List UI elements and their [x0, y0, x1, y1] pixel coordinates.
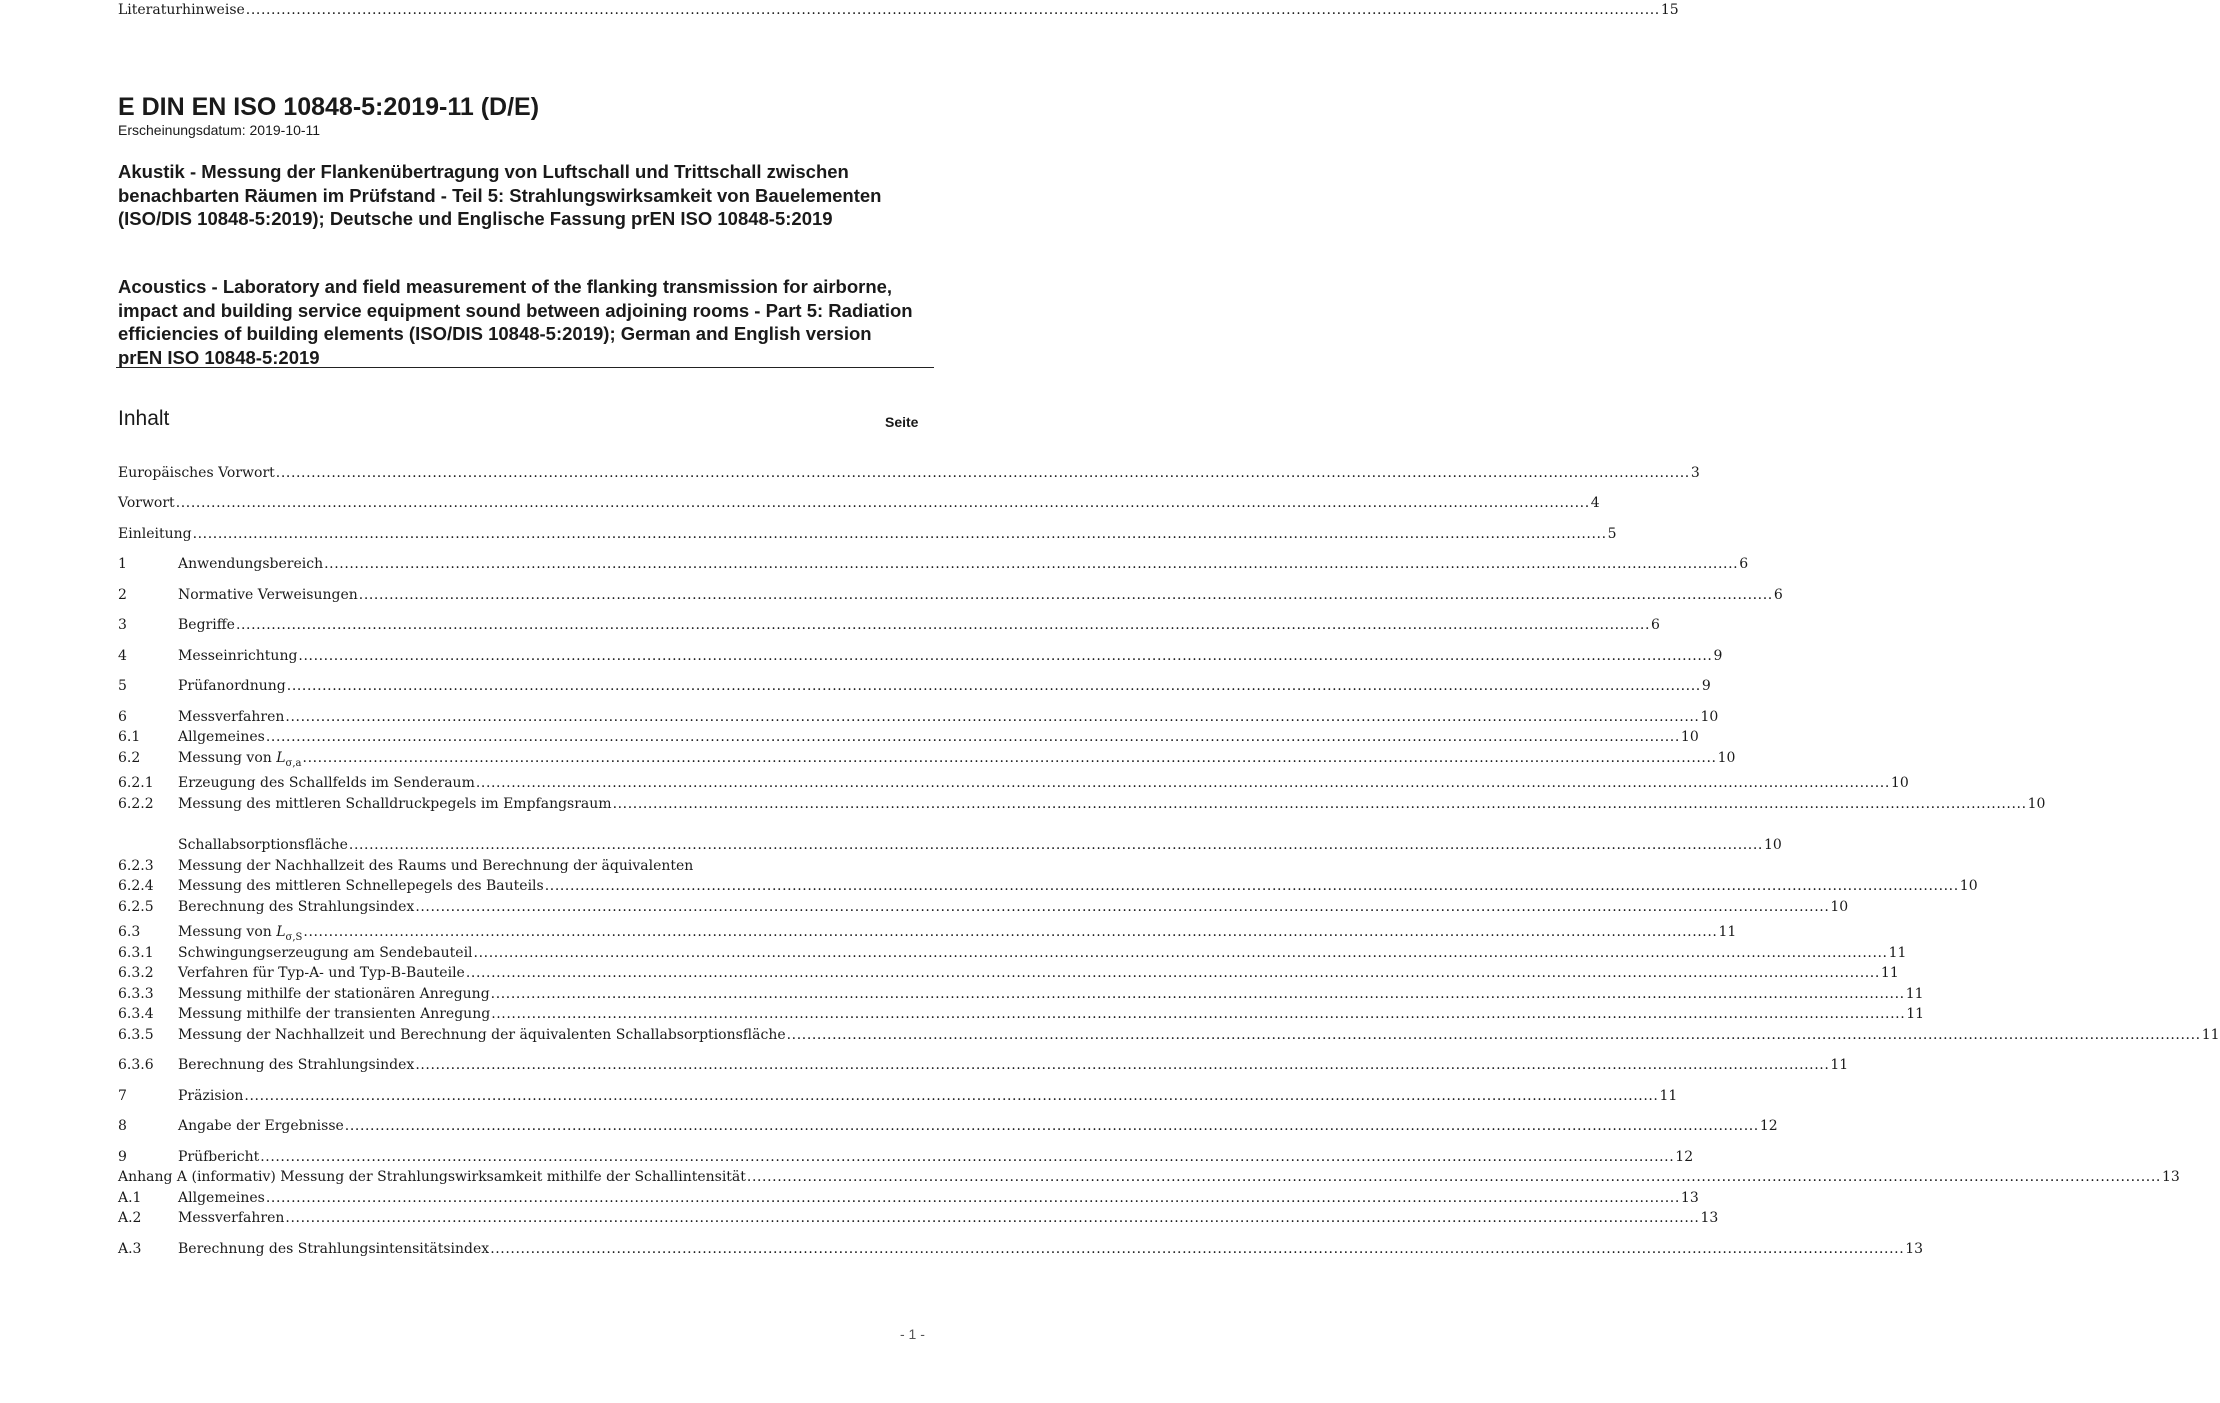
toc-entry-page: 10 — [1890, 775, 1909, 791]
toc-entry-title: Prüfbericht — [178, 1149, 260, 1165]
toc-entry-number: 6.2.2 — [118, 796, 154, 812]
title-divider — [116, 367, 934, 368]
toc-entry-page: 10 — [1959, 878, 1978, 894]
toc-entry-title: Einleitung — [118, 526, 192, 542]
toc-entry-page: 13 — [1680, 1190, 1699, 1206]
toc-entry-title: Messung mithilfe der stationären Anregung — [178, 986, 490, 1002]
toc-entry[interactable] — [118, 963, 1899, 983]
toc-entry-title: Allgemeines — [178, 729, 265, 745]
toc-entry-title-continuation: Schallabsorptionsfläche — [178, 837, 348, 853]
toc-entry-title: Anhang A (informativ) Messung der Strahlungswirksamkeit mithilfe der Schallintensität — [118, 1169, 746, 1185]
toc-leader-dots — [545, 876, 1959, 896]
toc-entry-number: 5 — [118, 678, 127, 694]
toc-entry-number: 6 — [118, 709, 127, 725]
toc-leader-dots — [324, 554, 1738, 574]
toc-leader-dots — [303, 748, 1717, 768]
toc-entry[interactable] — [118, 1004, 1925, 1024]
toc-entry-number: A.3 — [118, 1241, 142, 1257]
toc-entry-title: Allgemeines — [178, 1190, 265, 1206]
title-german: Akustik - Messung der Flankenübertragung von Luftschall und Trittschall zwischen benachbarten Räumen im Prüfstand - Teil 5: Strahlungswirksamkeit von Bauelementen (ISO/DIS 10848-5:2019); Deutsche und Englische Fassung prEN ISO 10848-5:2019 — [118, 161, 882, 229]
toc-entry-page: 15 — [1660, 2, 1679, 18]
toc-entry-number: 6.3.5 — [118, 1027, 154, 1043]
toc-entry-symbol: L — [276, 750, 286, 766]
toc-entry-page: 3 — [1690, 465, 1700, 481]
toc-leader-dots — [244, 1086, 1658, 1106]
toc-entry-number: 6.3.2 — [118, 965, 154, 981]
toc-entry-title: Anwendungsbereich — [178, 556, 324, 572]
toc-entry[interactable] — [118, 554, 1749, 574]
toc-entry[interactable] — [118, 794, 2046, 814]
publication-date: Erscheinungsdatum: 2019-10-11 — [118, 122, 321, 138]
toc-leader-dots — [415, 1055, 1829, 1075]
toc-entry-number: 6.2.5 — [118, 899, 154, 915]
toc-entry-page: 11 — [1888, 945, 1907, 961]
toc-entry-title: Berechnung des Strahlungsindex — [178, 899, 415, 915]
toc-entry-number: 4 — [118, 648, 127, 664]
toc-entry-page: 10 — [2027, 796, 2046, 812]
toc-entry-title: Präzision — [178, 1088, 244, 1104]
toc-entry-page: 6 — [1651, 617, 1660, 633]
toc-entry[interactable] — [118, 1055, 1849, 1075]
toc-entry-page: 9 — [1701, 678, 1711, 694]
toc-entry-subscript: σ,S — [285, 931, 303, 943]
toc-entry-number: 3 — [118, 617, 127, 633]
toc-entry-page: 6 — [1773, 587, 1783, 603]
toc-leader-dots — [246, 0, 1660, 20]
toc-entry-title: Messverfahren — [178, 709, 285, 725]
toc-entry-number: 1 — [118, 556, 127, 572]
toc-entry[interactable] — [118, 493, 1600, 513]
toc-entry-page: 11 — [1905, 986, 1924, 1002]
toc-entry-page: 13 — [1905, 1241, 1924, 1257]
toc-entry-number: 6.3.6 — [118, 1057, 154, 1073]
toc-entry[interactable] — [118, 748, 1736, 769]
toc-leader-dots — [176, 493, 1590, 513]
toc-entry[interactable] — [118, 876, 1978, 896]
toc-entry-number: A.2 — [118, 1210, 142, 1226]
toc-entry-number: 9 — [118, 1149, 127, 1165]
toc-leader-dots — [491, 984, 1905, 1004]
toc-entry[interactable] — [118, 1025, 2220, 1045]
toc-leader-dots — [285, 1208, 1699, 1228]
toc-entry-page: 11 — [2201, 1027, 2220, 1043]
toc-entry[interactable] — [118, 897, 1849, 917]
toc-entry[interactable] — [118, 615, 1660, 635]
toc-leader-dots — [359, 585, 1773, 605]
toc-page-column-label: Seite — [885, 414, 919, 430]
toc-entry-title: Messung von $L_{\sigma,a}$ — [178, 750, 302, 769]
toc-entry-number: 6.2.3 — [118, 858, 154, 874]
toc-entry-number: 6.2.4 — [118, 878, 154, 894]
toc-entry-number: 6.3.3 — [118, 986, 154, 1002]
toc-entry[interactable] — [118, 1208, 1719, 1228]
toc-entry[interactable] — [118, 1086, 1678, 1106]
toc-entry-page: 10 — [1717, 750, 1736, 766]
toc-entry-page: 12 — [1675, 1149, 1694, 1165]
toc-entry[interactable] — [118, 463, 1700, 483]
toc-entry-title: Messung der Nachhallzeit und Berechnung der äquivalenten Schallabsorptionsfläche — [178, 1027, 786, 1043]
toc-entry-continuation[interactable] — [118, 835, 1782, 855]
toc-entry-title: Prüfanordnung — [178, 678, 286, 694]
toc-entry[interactable] — [118, 1147, 1694, 1167]
toc-entry-title: Literaturhinweise — [118, 2, 245, 18]
toc-entry[interactable] — [118, 524, 1617, 544]
toc-leader-dots — [787, 1025, 2201, 1045]
toc-entry[interactable] — [118, 1116, 1778, 1136]
toc-entry-page: 10 — [1700, 709, 1719, 725]
toc-entry-title: Berechnung des Strahlungsindex — [178, 1057, 415, 1073]
document-id: E DIN EN ISO 10848-5:2019-11 (D/E) — [118, 93, 540, 121]
toc-leader-dots — [303, 922, 1717, 942]
toc-leader-dots — [287, 676, 1701, 696]
toc-entry-title: Messung von $L_{\sigma,S}$ — [178, 924, 303, 943]
toc-entry-title: Messung der Nachhallzeit des Raums und Berechnung der äquivalenten — [178, 858, 694, 874]
toc-entry[interactable] — [118, 585, 1783, 605]
title-english: Acoustics - Laboratory and field measurement of the flanking transmission for airborne, impact and building service equipment sound between adjoining rooms - Part 5: Radiation efficiencies of building elements (ISO/DIS 10848-5:2019); German and English version prEN ISO 10848-5:2019 — [118, 276, 913, 368]
toc-entry-title: Messverfahren — [178, 1210, 285, 1226]
toc-leader-dots — [474, 943, 1888, 963]
toc-entry[interactable] — [118, 0, 1679, 20]
toc-entry-title: Messung mithilfe der transienten Anregung — [178, 1006, 491, 1022]
toc-entry-page: 12 — [1759, 1118, 1778, 1134]
toc-entry-title: Europäisches Vorwort — [118, 465, 275, 481]
toc-entry-title: Vorwort — [118, 495, 175, 511]
toc-leader-dots — [747, 1167, 2161, 1187]
toc-entry-number: 6.3.1 — [118, 945, 154, 961]
toc-entry-page: 13 — [1700, 1210, 1719, 1226]
toc-entry-page: 10 — [1763, 837, 1782, 853]
toc-entry-title: Normative Verweisungen — [178, 587, 358, 603]
toc-entry-symbol: L — [276, 924, 286, 940]
toc-leader-dots — [415, 897, 1829, 917]
toc-leader-dots — [298, 646, 1712, 666]
toc-entry[interactable] — [118, 984, 1924, 1004]
toc-entry-page: 11 — [1830, 1057, 1849, 1073]
toc-entry-title: Angabe der Ergebnisse — [178, 1118, 344, 1134]
toc-entry-title: Messung des mittleren Schnellepegels des Bauteils — [178, 878, 544, 894]
toc-leader-dots — [266, 1188, 1680, 1208]
toc-entry[interactable] — [118, 943, 1907, 963]
toc-entry-title: Begriffe — [178, 617, 235, 633]
toc-entry-number: A.1 — [118, 1190, 142, 1206]
toc-entry-title: Berechnung des Strahlungsintensitätsindex — [178, 1241, 490, 1257]
toc-entry-title: Verfahren für Typ-A- und Typ-B-Bauteile — [178, 965, 465, 981]
toc-leader-dots — [260, 1147, 1674, 1167]
toc-entry[interactable] — [118, 727, 1699, 747]
toc-leader-dots — [466, 963, 1880, 983]
toc-entry-page: 11 — [1906, 1006, 1925, 1022]
toc-leader-dots — [349, 835, 1763, 855]
toc-entry-page: 11 — [1718, 924, 1737, 940]
toc-leader-dots — [491, 1004, 1905, 1024]
toc-entry-number: 6.2.1 — [118, 775, 154, 791]
toc-entry[interactable] — [118, 676, 1711, 696]
toc-entry-page: 6 — [1739, 556, 1749, 572]
toc-entry-number: 6.3 — [118, 924, 141, 940]
toc-entry[interactable] — [118, 1239, 1924, 1259]
toc-entry-page: 10 — [1680, 729, 1699, 745]
toc-leader-dots — [236, 615, 1650, 635]
toc-leader-dots — [613, 794, 2027, 814]
toc-entry-number: 8 — [118, 1118, 127, 1134]
toc-leader-dots — [266, 727, 1680, 747]
toc-entry-page: 5 — [1607, 526, 1617, 542]
toc-leader-dots — [490, 1239, 1904, 1259]
toc-entry-page: 13 — [2161, 1169, 2180, 1185]
toc-entry[interactable] — [118, 856, 930, 876]
toc-entry-page: 4 — [1590, 495, 1600, 511]
toc-entry[interactable] — [118, 646, 1723, 666]
page-number: - 1 - — [900, 1326, 925, 1342]
toc-leader-dots — [276, 463, 1690, 483]
toc-leader-dots — [285, 707, 1699, 727]
toc-entry-title: Schwingungserzeugung am Sendebauteil — [178, 945, 473, 961]
toc-entry-title: Messeinrichtung — [178, 648, 298, 664]
toc-entry-page: 9 — [1713, 648, 1723, 664]
toc-entry-number: 6.1 — [118, 729, 141, 745]
toc-entry-page: 10 — [1830, 899, 1849, 915]
toc-entry-number: 7 — [118, 1088, 127, 1104]
toc-entry-title: Messung des mittleren Schalldruckpegels im Empfangsraum — [178, 796, 612, 812]
toc-entry[interactable] — [118, 1188, 1699, 1208]
toc-entry-title: Erzeugung des Schallfelds im Senderaum — [178, 775, 475, 791]
toc-entry[interactable] — [118, 773, 1909, 793]
toc-heading: Inhalt — [118, 407, 170, 430]
toc-entry[interactable] — [118, 707, 1719, 727]
toc-entry-page: 11 — [1880, 965, 1899, 981]
toc-entry[interactable] — [118, 922, 1737, 943]
toc-leader-dots — [193, 524, 1607, 544]
toc-entry-number: 6.2 — [118, 750, 141, 766]
toc-leader-dots — [345, 1116, 1759, 1136]
toc-entry-subscript: σ,a — [285, 757, 302, 769]
toc-entry-page: 11 — [1659, 1088, 1678, 1104]
toc-leader-dots — [476, 773, 1890, 793]
toc-entry-number: 6.3.4 — [118, 1006, 154, 1022]
toc-entry-number: 2 — [118, 587, 127, 603]
toc-entry[interactable] — [118, 1167, 2180, 1187]
